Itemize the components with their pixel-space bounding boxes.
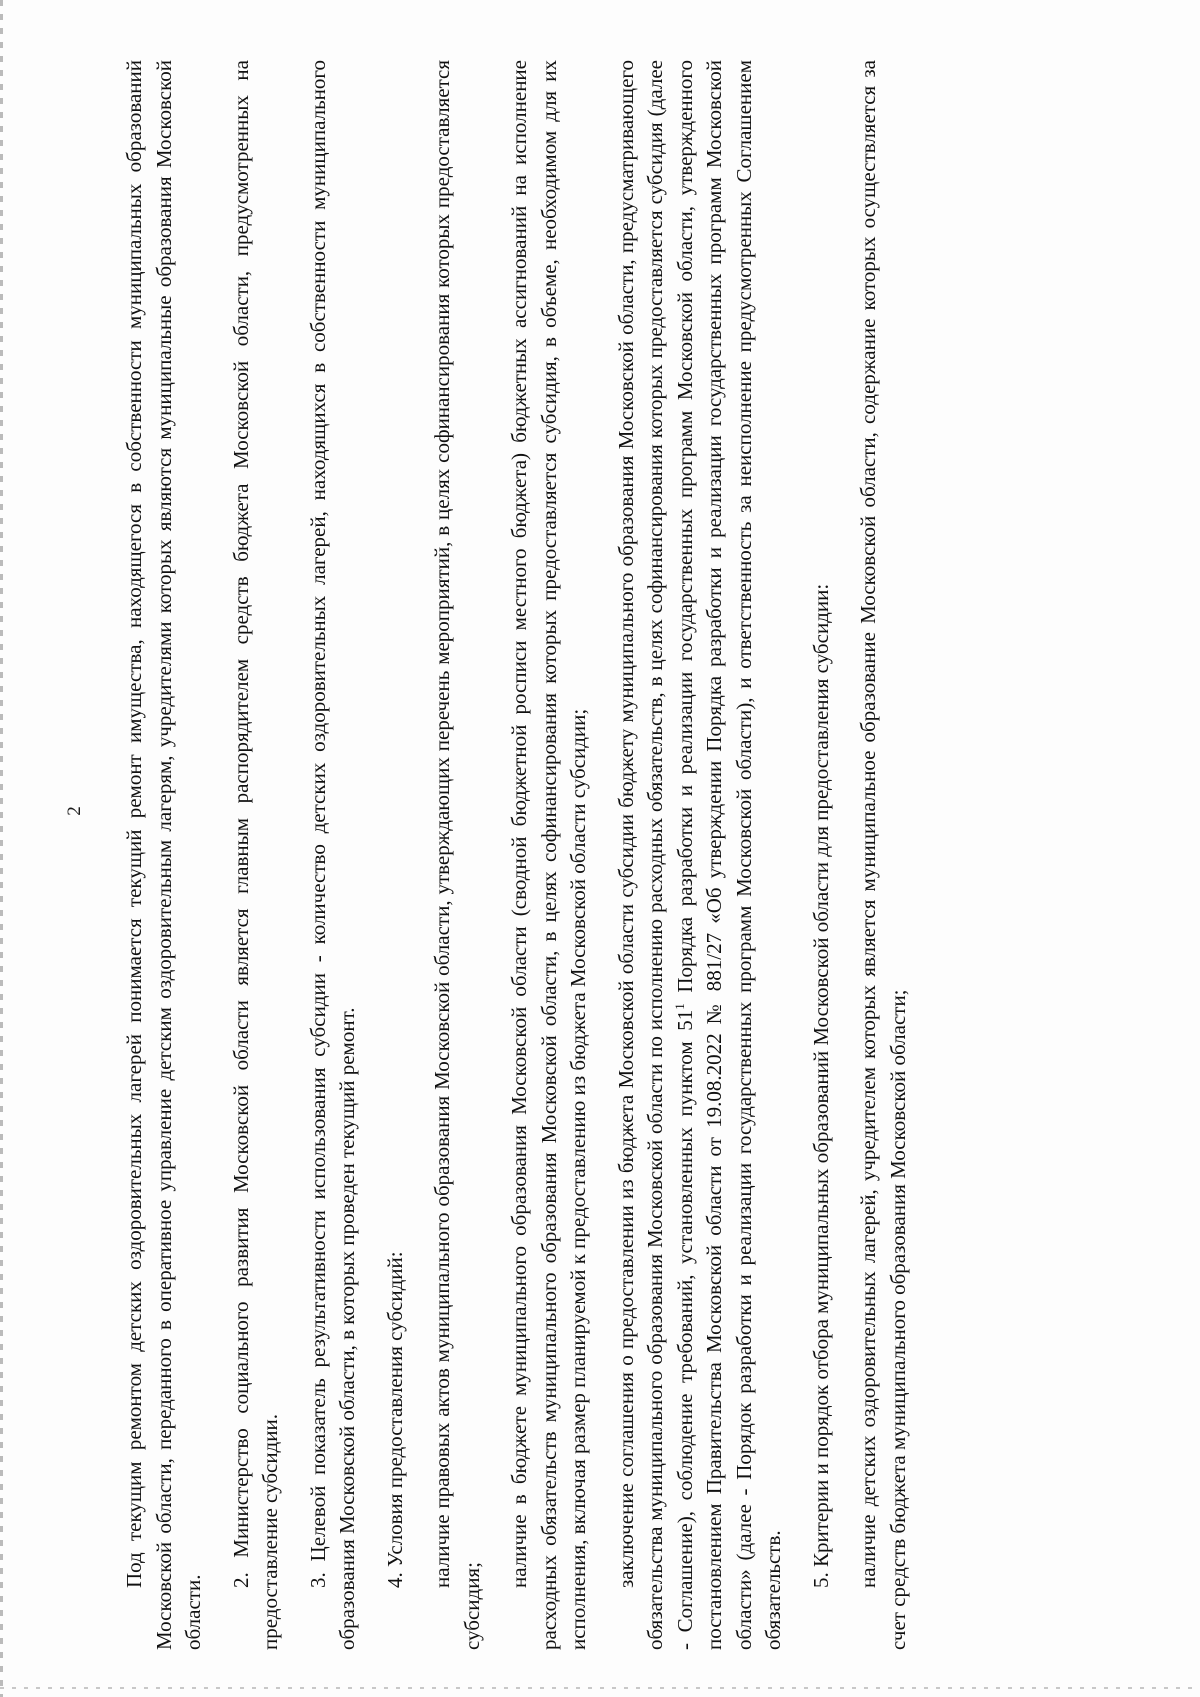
scan-bottom-edge <box>0 1687 1200 1689</box>
page-number: 2 <box>63 806 85 816</box>
paragraph-7: заключение соглашения о предоставлении из бюджета Московской области субсидии бюджету муниципального образования Московской области, предусматривающего обязательства муниципального образования Московской области по исполнению расходных обязательств, в целях софинансирования которых предоставляется субсидия (далее - Соглашение), соблюдение требований, установленных пунктом $51^1$ Порядка разработки и реализации государственных программ Московской области, утвержденного постановлением Правительства Московской области от 19.08.2022 № 881/27 «Об утверждении Порядка разработки и реализации государственных программ Московской области» (далее - Порядок разработки и реализации государственных программ Московской области), и ответственность за неисполнение предусмотренных Соглашением обязательств. <box>613 60 785 1650</box>
paragraph-9: наличие детских оздоровительных лагерей, учредителем которых является муниципальное образование Московской области, содержание которых осуществляется за счет средств бюджета муниципального образования Московской области; <box>856 60 910 1650</box>
scan-edge-line <box>0 0 3 1697</box>
paragraph-5: наличие правовых актов муниципального образования Московской области, утверждающих перечень мероприятий, в целях софинансирования которых предоставляется субсидия; <box>430 60 484 1650</box>
superscript-marker: 1 <box>671 1003 687 1010</box>
paragraph-6: наличие в бюджете муниципального образования Московской области (сводной бюджетной росписи местного бюджета) бюджетных ассигнований на исполнение расходных обязательств муниципального образования Московской области, в целях софинансирования которых предоставляется субсидия, в объеме, необходимом для их исполнения, включая размер планируемой к предоставлению из бюджета Московской области субсидии; <box>507 60 590 1650</box>
paragraph-8: 5. Критерии и порядок отбора муниципальных образований Московской области для предоставления субсидии: <box>808 583 833 1588</box>
paragraph-3: 3. Целевой показатель результативности использования субсидии - количество детских оздоровительных лагерей, находящихся в собственности муниципального образования Московской области, в которых проведен текущий ремонт. <box>305 60 359 1650</box>
paragraph-1: Под текущим ремонтом детских оздоровительных лагерей понимается текущий ремонт имущества, находящегося в собственности муниципальных образований Московской области, переданного в оперативное управление детским оздоровительным лагерям, учредителями которых являются муниципальные образования Московской области. <box>122 60 205 1650</box>
paragraph-4: 4. Условия предоставления субсидий: <box>382 1251 407 1588</box>
document-body <box>120 60 1140 1650</box>
paragraph-2: 2. Министерство социального развития Московской области является главным распорядителем средств бюджета Московской области, предусмотренных на предоставление субсидии. <box>228 60 282 1650</box>
